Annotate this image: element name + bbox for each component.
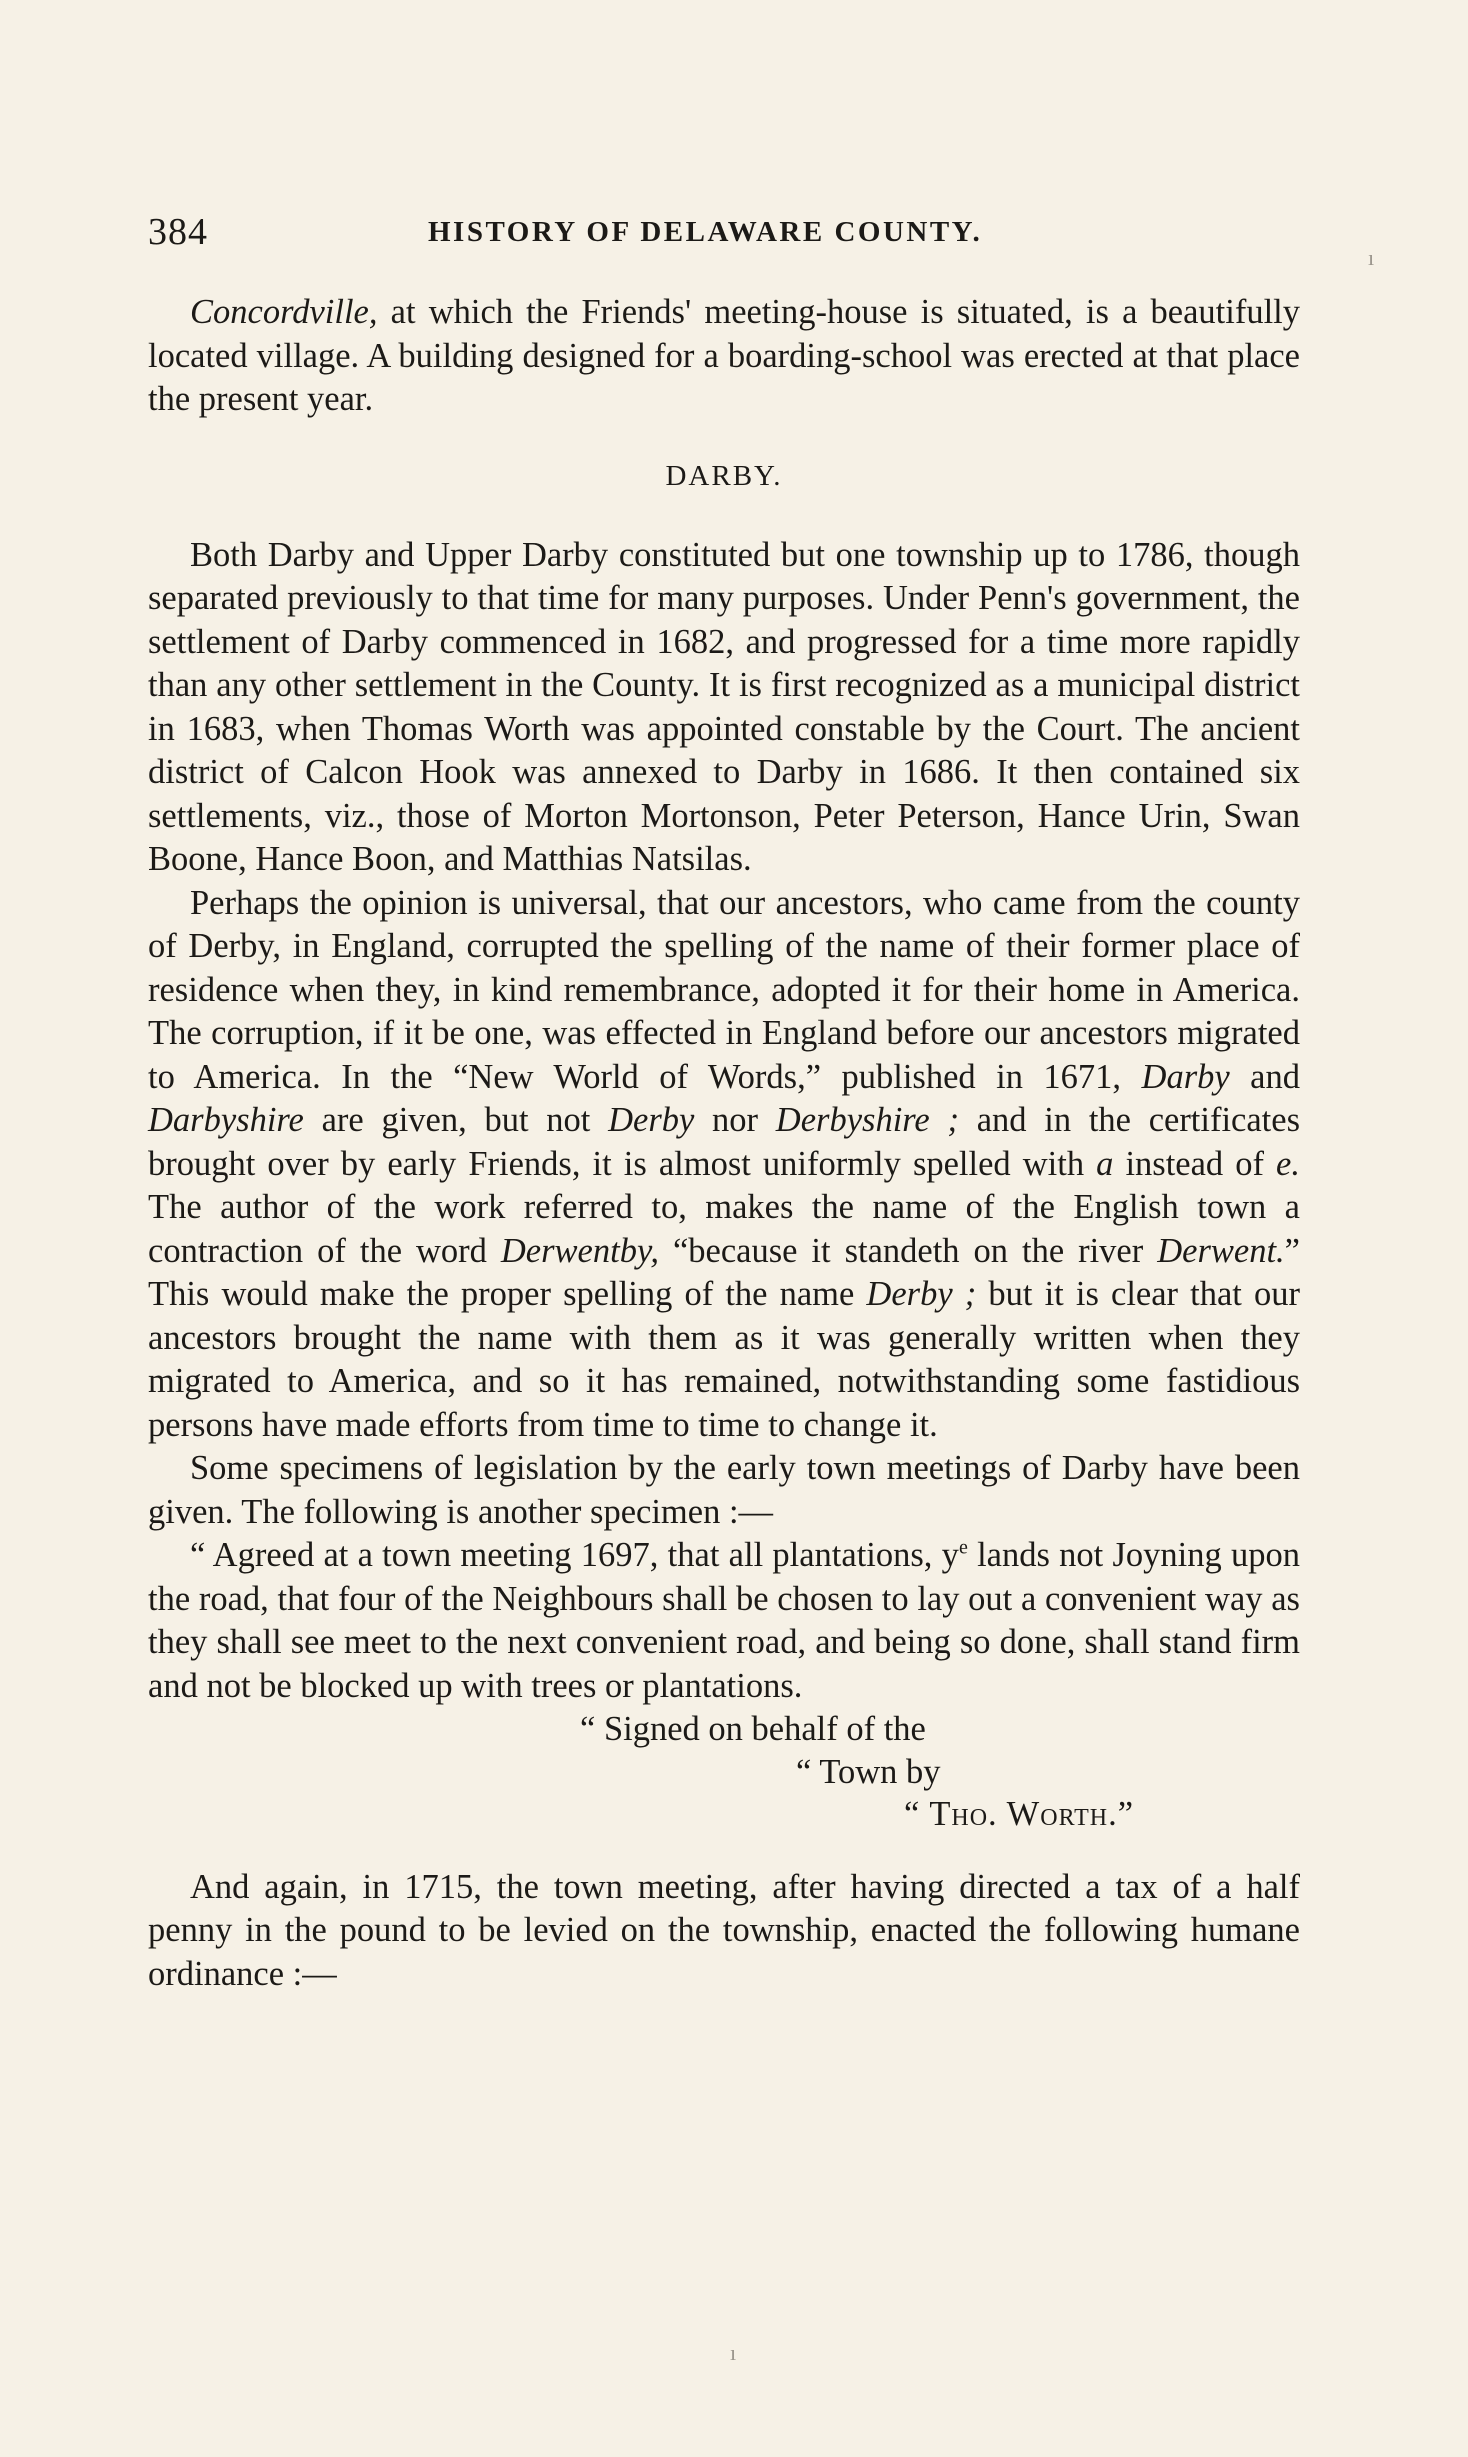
margin-speck: ı: [730, 2340, 737, 2365]
text-run: but it is clear that our ancestors brought the name with them as it was generally written when they migrated to America, and so it has remained, notwithstanding some fastidious persons have made efforts from time to time to change it.: [148, 1275, 1300, 1444]
emphasis: e.: [1276, 1144, 1300, 1183]
paragraph-legislation: Some specimens of legislation by the early town meetings of Darby have been given. The following is another specimen :—: [148, 1449, 1300, 1531]
emphasis: Concordville,: [190, 293, 378, 331]
quote-text: “ Agreed at a town meeting 1697, that all plantations, y: [190, 1536, 959, 1574]
paragraph-ordinance: And again, in 1715, the town meeting, after having directed a tax of a half penny in the pound to be levied on the township, enacted the following humane ordinance :—: [148, 1867, 1300, 1993]
paragraph-name-origin: [148, 882, 1300, 1448]
block-quote: [148, 1534, 1300, 1708]
section-heading: DARBY.: [665, 459, 783, 492]
paragraph-darby-township: Both Darby and Upper Darby constituted but one township up to 1786, though separated previously to that time for many purposes. Under Penn's government, the settlement of Darby commenced in 1682, and progressed for a time more rapidly than any other settlement in the County. It is first recognized as a municipal district in 1683, when Thomas Worth was appointed constable by the Court. The ancient district of Calcon Hook was annexed to Darby in 1686. It then contained six settlements, viz., those of Morton Mortonson, Peter Peterson, Hance Urin, Swan Boone, Hance Boon, and Matthias Natsilas.: [148, 535, 1300, 878]
signature-line-1: “ Signed on behalf of the: [580, 1710, 926, 1748]
text-run: ” This would make the proper spelling of the name: [148, 1231, 1300, 1313]
text-run: Perhaps the opinion is universal, that our ancestors, who came from the county of Derby, in England, corrupted the spelling of the name of their former place of residence when they, in kind remembrance, adopted it for their home in America. The corruption, if it be one, was effected in England before our ancestors migrated to America. In the “New World of Words,” published in 1671,: [148, 883, 1300, 1096]
text-run: and in the certificates brought over by early Friends, it is almost uniformly spelled with: [148, 1101, 1301, 1183]
text-run: The author of the work referred to, makes the name of the English town a contraction of the word: [148, 1188, 1300, 1270]
text-run: instead of: [1113, 1144, 1277, 1183]
text-run: “because it standeth on the river: [658, 1231, 1158, 1270]
emphasis: Derby: [608, 1101, 695, 1139]
page-body: [148, 291, 1300, 1996]
signature-line-3: “ Tho. Worth.”: [904, 1795, 1135, 1833]
text-run: are given, but not: [303, 1101, 609, 1139]
text-run: and: [1229, 1057, 1300, 1096]
emphasis: Derbyshire ;: [775, 1101, 959, 1139]
emphasis: Darby: [1141, 1057, 1230, 1096]
text-run: nor: [694, 1101, 776, 1139]
emphasis: Darbyshire: [148, 1101, 304, 1139]
paragraph-concordville: [148, 291, 1300, 422]
signature-line-2: “ Town by: [796, 1752, 941, 1791]
page-header: [148, 210, 1300, 260]
superscript: e: [958, 1536, 968, 1559]
margin-speck: ı: [1368, 245, 1375, 270]
emphasis: Derwent.: [1157, 1231, 1285, 1270]
quote-text: lands not Joyning upon the road, that four of the Neighbours shall be chosen to lay out a convenient way as they shall see meet to the next convenient road, and being so done, shall stand firm and not be blocked up with trees or plantations.: [148, 1536, 1301, 1705]
emphasis: Derwentby,: [500, 1231, 659, 1270]
paragraph-text: at which the Friends' meeting-house is situated, is a beautifully located village. A building designed for a boarding-school was erected at that place the present year.: [148, 293, 1300, 418]
page-number: 384: [148, 211, 208, 253]
running-head: HISTORY OF DELAWARE COUNTY.: [428, 216, 983, 248]
emphasis: Derby ;: [866, 1275, 977, 1313]
emphasis: a: [1096, 1144, 1114, 1183]
